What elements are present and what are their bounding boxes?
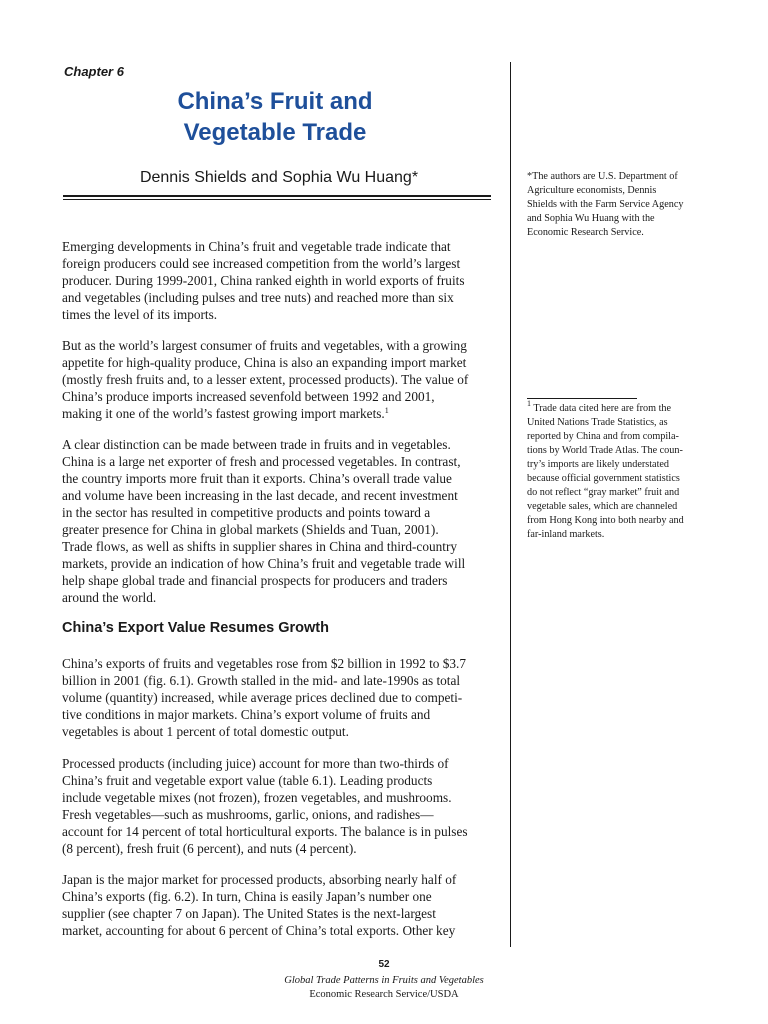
paragraph-line: China’s exports (fig. 6.2). In turn, China is easily Japan’s number one	[62, 889, 432, 904]
paragraph-line: Japan is the major market for processed products, absorbing nearly half of	[62, 872, 457, 887]
publication-title: Global Trade Patterns in Fruits and Vegetables	[284, 975, 484, 986]
paragraph-line: appetite for high-quality produce, China is also an expanding import market	[62, 355, 467, 370]
author-note-line: *The authors are U.S. Department of	[527, 171, 678, 182]
paragraph-line: times the level of its imports.	[62, 307, 218, 322]
footnote-line: United Nations Trade Statistics, as	[527, 417, 668, 428]
paragraph-line: billion in 2001 (fig. 6.1). Growth stalled in the mid- and late-1990s as total	[62, 673, 461, 688]
paragraph-line: China’s produce imports increased sevenfold between 1992 and 2001,	[62, 389, 435, 404]
paragraph-exports	[62, 655, 492, 740]
paragraph-line: vegetables is about 1 percent of total domestic output.	[62, 724, 349, 739]
paragraph-line: help shape global trade and financial prospects for producers and traders	[62, 573, 448, 588]
paragraph-line-text: making it one of the world’s fastest growing import markets.	[62, 406, 385, 421]
footnote-line: do not reflect “gray market” fruit and	[527, 487, 680, 498]
footnote-line: vegetable sales, which are channeled	[527, 501, 678, 512]
chapter-title	[120, 86, 430, 148]
paragraph-line: in the sector has resulted in competitive products and points toward a	[62, 505, 431, 520]
paragraph-processed-products	[62, 755, 492, 857]
paragraph-line: Emerging developments in China’s fruit and vegetable trade indicate that	[62, 239, 451, 254]
paragraph-line: markets, provide an indication of how China’s fruit and vegetable trade will	[62, 556, 466, 571]
paragraph-line: the country imports more fruit than it exports. China’s overall trade value	[62, 471, 452, 486]
paragraph-line: tive conditions in major markets. China’s export volume of fruits and	[62, 707, 431, 722]
paragraph-line: and volume have been increasing in the last decade, and recent investment	[62, 488, 458, 503]
chapter-title-line-2: Vegetable Trade	[183, 119, 367, 146]
footnote-line: tions by World Trade Atlas. The coun-	[527, 445, 683, 456]
footnote	[527, 399, 727, 542]
paragraph-line: around the world.	[62, 590, 157, 605]
footnote-text: Trade data cited here are from the	[533, 403, 672, 414]
footnote-line: because official government statistics	[527, 473, 680, 484]
footnote-line: reported by China and from compila-	[527, 431, 679, 442]
paragraph-line: (mostly fresh fruits and, to a lesser extent, processed products). The value of	[62, 372, 469, 387]
paragraph-line: China is a large net exporter of fresh and processed vegetables. In contrast,	[62, 454, 461, 469]
authors: Dennis Shields and Sophia Wu Huang*	[139, 169, 419, 186]
paragraph-line: greater presence for China in global markets (Shields and Tuan, 2001).	[62, 522, 439, 537]
author-note-line: Agriculture economists, Dennis	[527, 185, 657, 196]
page-number: 52	[378, 959, 390, 970]
paragraph-import-market	[62, 337, 492, 422]
paragraph-line: China’s exports of fruits and vegetables rose from $2 billion in 1992 to $3.7	[62, 656, 467, 671]
author-note-line: Economic Research Service.	[527, 227, 644, 238]
footnote-reference: 1	[384, 406, 389, 415]
paragraph-line: producer. During 1999-2001, China ranked eighth in world exports of fruits	[62, 273, 465, 288]
footnote-rule	[527, 398, 637, 399]
paragraph-line: account for 14 percent of total horticultural exports. The balance is in pulses	[62, 824, 468, 839]
paragraph-line: Fresh vegetables—such as mushrooms, garlic, onions, and radishes—	[62, 807, 434, 822]
paragraph-line: supplier (see chapter 7 on Japan). The United States is the next-largest	[62, 906, 436, 921]
title-rule-thin	[63, 199, 491, 200]
footnote-line	[527, 399, 727, 416]
publisher: Economic Research Service/USDA	[309, 989, 459, 1000]
footnote-line: from Hong Kong into both nearby and	[527, 515, 684, 526]
paragraph-japan	[62, 871, 492, 939]
paragraph-line: But as the world’s largest consumer of fruits and vegetables, with a growing	[62, 338, 467, 353]
paragraph-line: Trade flows, as well as shifts in supplier shares in China and third-country	[62, 539, 458, 554]
chapter-title-line-1: China’s Fruit and	[177, 88, 373, 115]
paragraph-line: market, accounting for about 6 percent of China’s total exports. Other key	[62, 923, 456, 938]
paragraph-line: and vegetables (including pulses and tree nuts) and reached more than six	[62, 290, 454, 305]
footnote-marker: 1	[527, 399, 531, 408]
footnote-line: far-inland markets.	[527, 529, 605, 540]
title-rule-thick	[63, 195, 491, 197]
section-heading: China’s Export Value Resumes Growth	[62, 620, 329, 636]
paragraph-distinction	[62, 436, 492, 606]
paragraph-intro	[62, 238, 492, 323]
column-divider	[510, 62, 511, 947]
author-note-line: Shields with the Farm Service Agency	[527, 199, 684, 210]
paragraph-line: include vegetable mixes (not frozen), frozen vegetables, and mushrooms.	[62, 790, 452, 805]
footnote-line: try’s imports are likely understated	[527, 459, 670, 470]
paragraph-line	[62, 405, 492, 422]
author-note-line: and Sophia Wu Huang with the	[527, 213, 655, 224]
chapter-label: Chapter 6	[64, 64, 124, 79]
paragraph-line: Processed products (including juice) account for more than two-thirds of	[62, 756, 449, 771]
paragraph-line: (8 percent), fresh fruit (6 percent), and nuts (4 percent).	[62, 841, 357, 856]
paragraph-line: foreign producers could see increased competition from the world’s largest	[62, 256, 461, 271]
paragraph-line: A clear distinction can be made between trade in fruits and in vegetables.	[62, 437, 451, 452]
author-note	[527, 170, 727, 240]
paragraph-line: volume (quantity) increased, while average prices declined due to competi-	[62, 690, 463, 705]
paragraph-line: China’s fruit and vegetable export value (table 6.1). Leading products	[62, 773, 433, 788]
